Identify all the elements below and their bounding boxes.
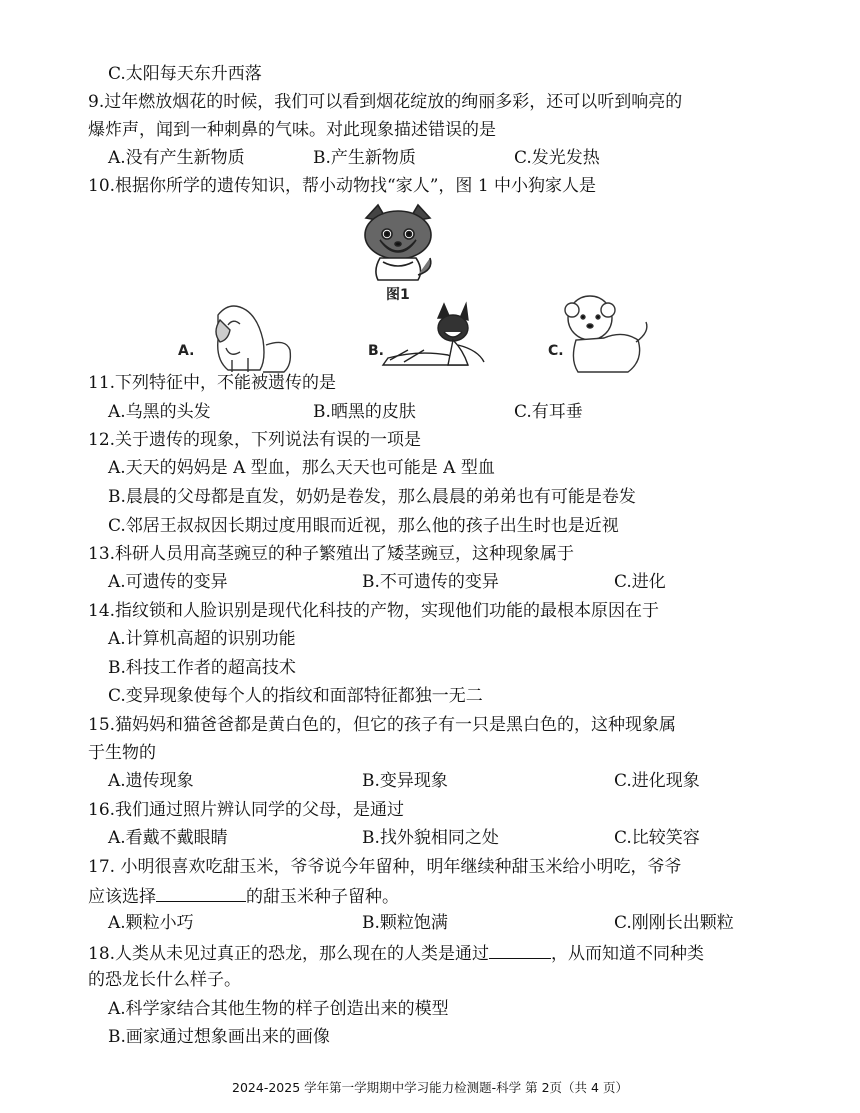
q15-stem-line1: 15.猫妈妈和猫爸爸都是黄白色的，但它的孩子有一只是黑白色的，这种现象属 (88, 715, 677, 735)
poodle-illustration (565, 296, 647, 372)
q11-option-a: A.乌黑的头发 (108, 402, 211, 422)
q13-option-b: B.不可遗传的变异 (362, 572, 499, 592)
q12-option-a: A.天天的妈妈是 A 型血，那么天天也可能是 A 型血 (108, 458, 495, 478)
q9-stem-line2: 爆炸声，闻到一种刺鼻的气味。对此现象描述错误的是 (88, 120, 496, 140)
q9-option-a: A.没有产生新物质 (108, 148, 245, 168)
q18-option-a: A.科学家结合其他生物的样子创造出来的模型 (108, 999, 449, 1019)
q14-option-a: A.计算机高超的识别功能 (108, 629, 296, 649)
q18-stem-line2: 的恐龙长什么样子。 (88, 970, 241, 990)
q18-stem-line1 (88, 940, 704, 966)
q17-option-c: C.刚刚长出颗粒 (614, 913, 734, 933)
dog-illustrations (168, 200, 673, 380)
page-footer: 2024-2025 学年第一学期期中学习能力检测题-科学 第 2页（共 4 页） (232, 1080, 628, 1095)
q18-stem-line1-start: 18.人类从未见过真正的恐龙，那么现在的人类是通过 (88, 944, 490, 964)
q12-option-b: B.晨晨的父母都是直发，奶奶是卷发，那么晨晨的弟弟也有可能是卷发 (108, 487, 636, 507)
q10-figure (168, 200, 673, 380)
q10-option-a-label: A. (178, 343, 195, 359)
q17-stem-line2-start: 应该选择 (88, 887, 156, 907)
q10-stem: 10.根据你所学的遗传知识，帮小动物找“家人”，图 1 中小狗家人是 (88, 176, 597, 196)
q18-stem-line1-end: ，从而知道不同种类 (551, 944, 705, 964)
q10-option-c-label: C. (548, 343, 564, 359)
q14-option-c: C.变异现象使每个人的指纹和面部特征都独一无二 (108, 686, 483, 706)
q16-stem: 16.我们通过照片辨认同学的父母，是通过 (88, 800, 405, 820)
q9-option-c: C.发光发热 (514, 148, 600, 168)
q10-option-b-label: B. (368, 343, 384, 359)
q13-option-c: C.进化 (614, 572, 666, 592)
q8-option-c: C.太阳每天东升西落 (108, 64, 262, 84)
figure-caption: 图1 (386, 287, 410, 303)
q15-option-c: C.进化现象 (614, 771, 700, 791)
q17-stem-line2-end: 的甜玉米种子留种。 (246, 887, 399, 907)
q14-option-b: B.科技工作者的超高技术 (108, 658, 296, 678)
q17-answer-blank[interactable] (156, 883, 246, 902)
q12-option-c: C.邻居王叔叔因长期过度用眼而近视，那么他的孩子出生时也是近视 (108, 516, 619, 536)
q17-stem-line1: 17. 小明很喜欢吃甜玉米，爷爷说今年留种，明年继续种甜玉米给小明吃，爷爷 (88, 857, 682, 877)
q11-stem: 11.下列特征中，不能被遗传的是 (88, 373, 337, 393)
q13-stem: 13.科研人员用高茎豌豆的种子繁殖出了矮茎豌豆，这种现象属于 (88, 544, 575, 564)
q17-stem-line2 (88, 883, 399, 909)
q17-option-b: B.颗粒饱满 (362, 913, 448, 933)
q16-option-a: A.看戴不戴眼睛 (108, 828, 228, 848)
q11-option-c: C.有耳垂 (514, 402, 583, 422)
lying-husky-illustration (383, 304, 484, 365)
bulldog-illustration (216, 306, 290, 372)
q18-answer-blank[interactable] (489, 940, 551, 959)
q16-option-c: C.比较笑容 (614, 828, 700, 848)
q15-stem-line2: 于生物的 (88, 743, 156, 763)
q17-option-a: A.颗粒小巧 (108, 913, 194, 933)
q18-option-b: B.画家通过想象画出来的画像 (108, 1027, 330, 1047)
q16-option-b: B.找外貌相同之处 (362, 828, 499, 848)
husky-puppy-illustration (365, 205, 431, 280)
q15-option-a: A.遗传现象 (108, 771, 194, 791)
q9-stem-line1: 9.过年燃放烟花的时候，我们可以看到烟花绽放的绚丽多彩，还可以听到响亮的 (88, 92, 683, 112)
q14-stem: 14.指纹锁和人脸识别是现代化科技的产物，实现他们功能的最根本原因在于 (88, 601, 660, 621)
q12-stem: 12.关于遗传的现象，下列说法有误的一项是 (88, 430, 422, 450)
q11-option-b: B.晒黑的皮肤 (313, 402, 416, 422)
q13-option-a: A.可遗传的变异 (108, 572, 228, 592)
q9-option-b: B.产生新物质 (313, 148, 416, 168)
q15-option-b: B.变异现象 (362, 771, 448, 791)
